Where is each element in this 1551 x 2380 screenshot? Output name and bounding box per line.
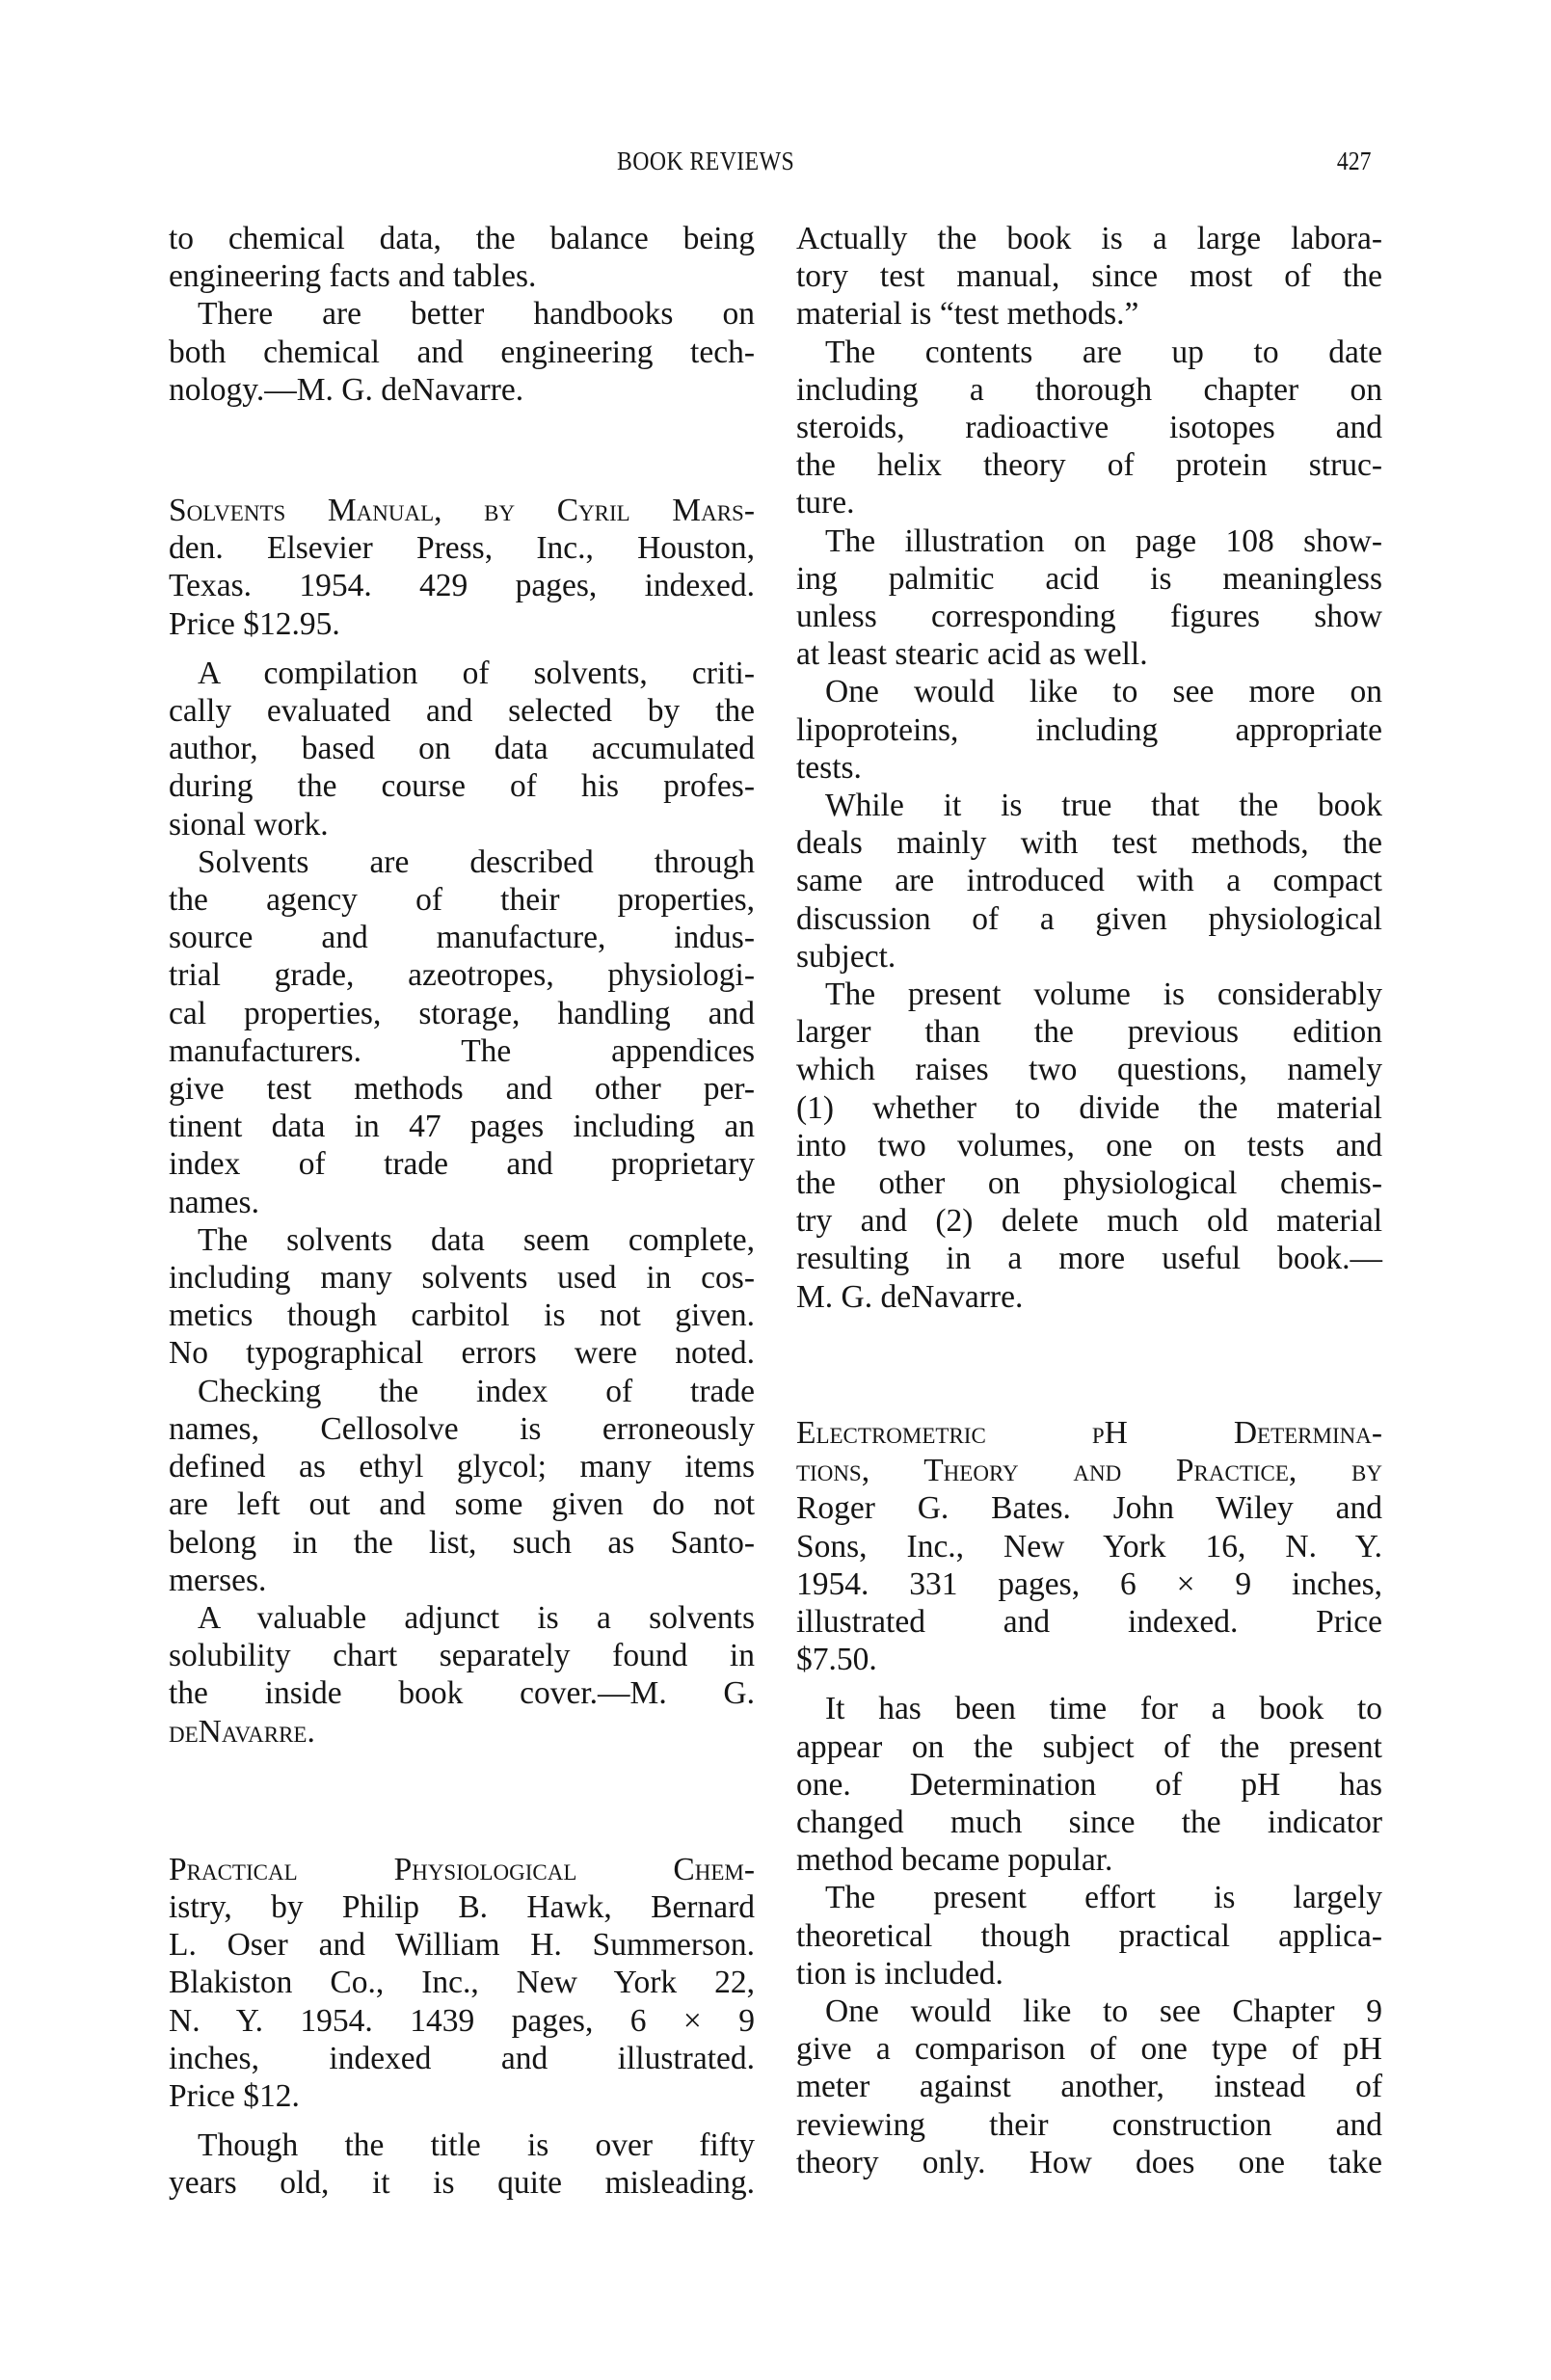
heading-line: 1954. 331 pages, 6 × 9 inches, xyxy=(796,1565,1382,1602)
review-heading xyxy=(796,1414,1382,1678)
text-line: resulting in a more useful book.— xyxy=(796,1241,1382,1277)
text-line: reviewing their construction and xyxy=(796,2106,1382,2143)
text-line: cal properties, storage, handling and xyxy=(169,995,755,1031)
review-solvents-manual xyxy=(169,492,755,1751)
text-line: give test methods and other per- xyxy=(169,1071,755,1108)
heading-line: istry, by Philip B. Hawk, Bernard xyxy=(169,1888,755,1925)
reviewer-signature: nology.—M. G. deNavarre. xyxy=(169,371,524,408)
text-line: ing palmitic acid is meaningless xyxy=(796,560,1382,597)
text-line: The present volume is considerably xyxy=(825,976,1382,1013)
heading-line: den. Elsevier Press, Inc., Houston, xyxy=(169,530,755,567)
heading-line: Price $12.95. xyxy=(169,605,340,642)
text-line: merses. xyxy=(169,1562,267,1598)
text-line: Checking the index of trade xyxy=(198,1373,755,1409)
heading-line: Solvents Manual, by Cyril Mars- xyxy=(169,493,755,529)
text-line: Actually the book is a large labora- xyxy=(796,221,1382,256)
text-line: steroids, radioactive isotopes and xyxy=(796,410,1382,446)
text-line: at least stearic acid as well. xyxy=(796,636,1148,673)
text-line: the inside book cover.—M. G. xyxy=(169,1675,755,1712)
text-line: names, Cellosolve is erroneously xyxy=(169,1410,755,1447)
review-practical-physiological-chemistry xyxy=(169,1851,755,2203)
text-line: While it is true that the book xyxy=(825,788,1382,824)
text-line: A compilation of solvents, criti- xyxy=(198,655,755,691)
text-line: manufacturers. The appendices xyxy=(169,1032,755,1069)
text-line: One would like to see more on xyxy=(825,674,1382,710)
text-line: during the course of his profes- xyxy=(169,768,755,805)
review-heading xyxy=(169,1851,755,2115)
text-line: defined as ethyl glycol; many items xyxy=(169,1449,755,1485)
text-line: index of trade and proprietary xyxy=(169,1146,755,1183)
continued-review-text xyxy=(169,220,755,409)
heading-line: Sons, Inc., New York 16, N. Y. xyxy=(796,1528,1382,1564)
text-line: The contents are up to date xyxy=(825,334,1382,370)
running-title: BOOK REVIEWS xyxy=(617,147,795,175)
text-line: source and manufacture, indus- xyxy=(169,920,755,956)
text-line: names. xyxy=(169,1184,259,1220)
page-number: 427 xyxy=(1336,147,1371,175)
heading-line: inches, indexed and illustrated. xyxy=(169,2040,755,2076)
text-line: solubility chart separately found in xyxy=(169,1638,755,1674)
reviewer-signature: M. G. deNavarre. xyxy=(796,1278,1024,1315)
heading-line: N. Y. 1954. 1439 pages, 6 × 9 xyxy=(169,2002,755,2039)
text-line: including many solvents used in cos- xyxy=(169,1260,755,1297)
review-body xyxy=(169,2126,755,2202)
text-line: to chemical data, the balance being xyxy=(169,221,755,256)
text-line: try and (2) delete much old material xyxy=(796,1203,1382,1240)
text-line: method became popular. xyxy=(796,1842,1113,1879)
text-line: It has been time for a book to xyxy=(825,1691,1382,1727)
text-line: Though the title is over fifty xyxy=(198,2127,755,2164)
text-line: author, based on data accumulated xyxy=(169,731,755,767)
reviewer-signature: deNavarre. xyxy=(169,1713,315,1750)
text-line: lipoproteins, including appropriate xyxy=(796,711,1382,748)
text-line: The solvents data seem complete, xyxy=(198,1221,755,1258)
text-line: give a comparison of one type of pH xyxy=(796,2031,1382,2068)
text-line: discussion of a given physiological xyxy=(796,900,1382,937)
text-line: The illustration on page 108 show- xyxy=(825,522,1382,559)
review-heading xyxy=(169,492,755,643)
text-line: There are better handbooks on xyxy=(198,296,755,333)
text-line: same are introduced with a compact xyxy=(796,863,1382,899)
text-line: the agency of their properties, xyxy=(169,882,755,919)
heading-line: L. Oser and William H. Summerson. xyxy=(169,1927,755,1964)
text-line: deals mainly with test methods, the xyxy=(796,825,1382,862)
text-line: One would like to see Chapter 9 xyxy=(825,1992,1382,2029)
text-line: tinent data in 47 pages including an xyxy=(169,1109,755,1145)
text-line: sional work. xyxy=(169,806,329,842)
text-line: one. Determination of pH has xyxy=(796,1766,1382,1803)
heading-line: Practical Physiological Chem- xyxy=(169,1851,755,1887)
text-line: belong in the list, such as Santo- xyxy=(169,1524,755,1561)
text-line: No typographical errors were noted. xyxy=(169,1335,755,1372)
heading-line: Blakiston Co., Inc., New York 22, xyxy=(169,1965,755,2001)
heading-line: Roger G. Bates. John Wiley and xyxy=(796,1490,1382,1527)
text-line: subject. xyxy=(796,938,896,975)
heading-line: Texas. 1954. 429 pages, indexed. xyxy=(169,568,755,604)
text-line: ture. xyxy=(796,485,855,521)
text-line: material is “test methods.” xyxy=(796,296,1139,333)
review-body xyxy=(796,1690,1382,2181)
left-column xyxy=(169,220,755,2203)
text-line: meter against another, instead of xyxy=(796,2069,1382,2105)
text-line: which raises two questions, namely xyxy=(796,1052,1382,1088)
text-line: (1) whether to divide the material xyxy=(796,1089,1382,1126)
text-line: theoretical though practical applica- xyxy=(796,1917,1382,1954)
text-line: metics though carbitol is not given. xyxy=(169,1297,755,1334)
text-line: tory test manual, since most of the xyxy=(796,258,1382,295)
text-line: larger than the previous edition xyxy=(796,1014,1382,1051)
heading-line: Price $12. xyxy=(169,2077,300,2114)
text-line: the helix theory of protein struc- xyxy=(796,447,1382,484)
heading-line: $7.50. xyxy=(796,1642,877,1678)
text-line: trial grade, azeotropes, physiologi- xyxy=(169,957,755,994)
review-body xyxy=(169,655,755,1751)
text-line: Solvents are described through xyxy=(198,843,755,880)
text-line: both chemical and engineering tech- xyxy=(169,334,755,370)
text-line: including a thorough chapter on xyxy=(796,371,1382,408)
text-line: into two volumes, one on tests and xyxy=(796,1127,1382,1163)
text-line: appear on the subject of the present xyxy=(796,1728,1382,1765)
text-line: The present effort is largely xyxy=(825,1880,1382,1916)
text-line: engineering facts and tables. xyxy=(169,258,537,295)
text-line: cally evaluated and selected by the xyxy=(169,693,755,730)
review-electrometric-ph xyxy=(796,1414,1382,2181)
text-line: the other on physiological chemis- xyxy=(796,1165,1382,1202)
text-line: tion is included. xyxy=(796,1955,1003,1992)
heading-line: Electrometric pH Determina- xyxy=(796,1414,1382,1451)
running-head xyxy=(617,147,1388,185)
heading-line: illustrated and indexed. Price xyxy=(796,1603,1382,1640)
text-line: years old, it is quite misleading. xyxy=(169,2165,755,2202)
text-line: theory only. How does one take xyxy=(796,2144,1382,2180)
heading-line: tions, Theory and Practice, by xyxy=(796,1453,1382,1489)
right-column xyxy=(796,220,1382,2181)
text-line: are left out and some given do not xyxy=(169,1486,755,1523)
text-line: unless corresponding figures show xyxy=(796,599,1382,635)
text-line: tests. xyxy=(796,749,862,786)
review-practical-physiological-chemistry-continued xyxy=(796,220,1382,1316)
text-line: A valuable adjunct is a solvents xyxy=(198,1599,755,1636)
text-line: changed much since the indicator xyxy=(796,1804,1382,1840)
